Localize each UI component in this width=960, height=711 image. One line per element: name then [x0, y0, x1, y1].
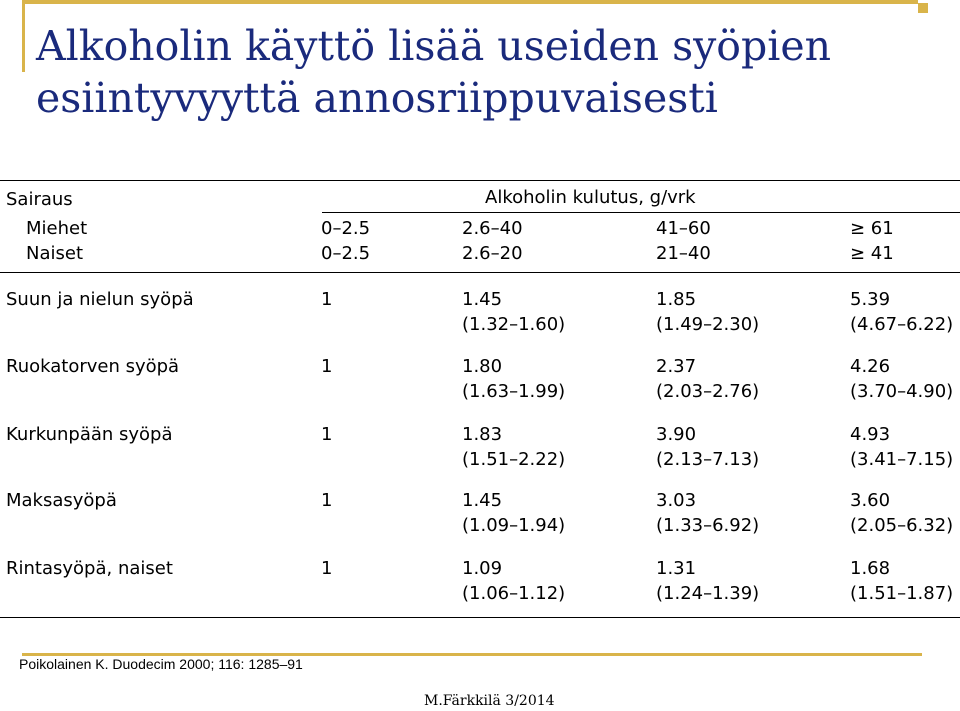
slide-title-line-2: esiintyvyyttä annosriippuvaisesti	[36, 74, 718, 122]
row-ci: (3.41–7.15)	[850, 449, 954, 470]
row-ci: (2.05–6.32)	[850, 515, 954, 536]
row-ci: (1.09–1.94)	[462, 515, 566, 536]
row-label: Rintasyöpä, naiset	[6, 558, 173, 579]
row-value: 1.45	[462, 289, 503, 310]
row-value: 1.09	[462, 558, 503, 579]
row-value: 1.45	[462, 490, 503, 511]
row-reference: 1	[321, 558, 333, 579]
group-value: 0–2.5	[321, 218, 371, 239]
row-value: 3.60	[850, 490, 891, 511]
row-reference: 1	[321, 289, 333, 310]
group-value: 21–40	[656, 243, 711, 264]
row-value: 1.31	[656, 558, 697, 579]
row-value: 1.85	[656, 289, 697, 310]
row-value: 1.68	[850, 558, 891, 579]
row-value: 4.93	[850, 424, 891, 445]
group-value: 2.6–40	[462, 218, 523, 239]
row-ci: (2.03–2.76)	[656, 381, 760, 402]
slide-title-line-1: Alkoholin käyttö lisää useiden syöpien	[36, 22, 831, 70]
row-ci: (1.51–1.87)	[850, 583, 954, 604]
group-label: Miehet	[26, 218, 88, 239]
group-value: 0–2.5	[321, 243, 371, 264]
row-reference: 1	[321, 356, 333, 377]
group-value: 41–60	[656, 218, 711, 239]
footer-author-date: M.Färkkilä 3/2014	[424, 693, 555, 709]
row-ci: (1.63–1.99)	[462, 381, 566, 402]
group-value: 2.6–20	[462, 243, 523, 264]
row-value: 5.39	[850, 289, 891, 310]
decorative-corner-square	[918, 3, 928, 13]
source-citation: Poikolainen K. Duodecim 2000; 116: 1285–91	[19, 656, 303, 672]
table-bottom-rule	[0, 617, 960, 618]
header-subrule	[322, 212, 960, 213]
row-ci: (1.33–6.92)	[656, 515, 760, 536]
row-reference: 1	[321, 424, 333, 445]
row-value: 1.83	[462, 424, 503, 445]
row-ci: (4.67–6.22)	[850, 314, 954, 335]
row-value: 2.37	[656, 356, 697, 377]
row-value: 3.90	[656, 424, 697, 445]
table-top-rule	[0, 180, 960, 181]
row-reference: 1	[321, 490, 333, 511]
row-ci: (1.32–1.60)	[462, 314, 566, 335]
group-value: ≥ 41	[850, 243, 894, 264]
row-value: 1.80	[462, 356, 503, 377]
header-bottom-rule	[0, 272, 960, 273]
row-ci: (1.24–1.39)	[656, 583, 760, 604]
row-ci: (1.06–1.12)	[462, 583, 566, 604]
header-disease: Sairaus	[6, 189, 73, 210]
group-value: ≥ 61	[850, 218, 894, 239]
header-consumption: Alkoholin kulutus, g/vrk	[485, 187, 696, 208]
row-value: 4.26	[850, 356, 891, 377]
row-value: 3.03	[656, 490, 697, 511]
row-label: Ruokatorven syöpä	[6, 356, 180, 377]
row-label: Kurkunpään syöpä	[6, 424, 173, 445]
decorative-left-line	[22, 0, 25, 72]
row-ci: (1.51–2.22)	[462, 449, 566, 470]
row-label: Suun ja nielun syöpä	[6, 289, 194, 310]
group-label: Naiset	[26, 243, 84, 264]
decorative-top-line	[22, 0, 918, 4]
row-label: Maksasyöpä	[6, 490, 117, 511]
row-ci: (3.70–4.90)	[850, 381, 954, 402]
row-ci: (2.13–7.13)	[656, 449, 760, 470]
row-ci: (1.49–2.30)	[656, 314, 760, 335]
